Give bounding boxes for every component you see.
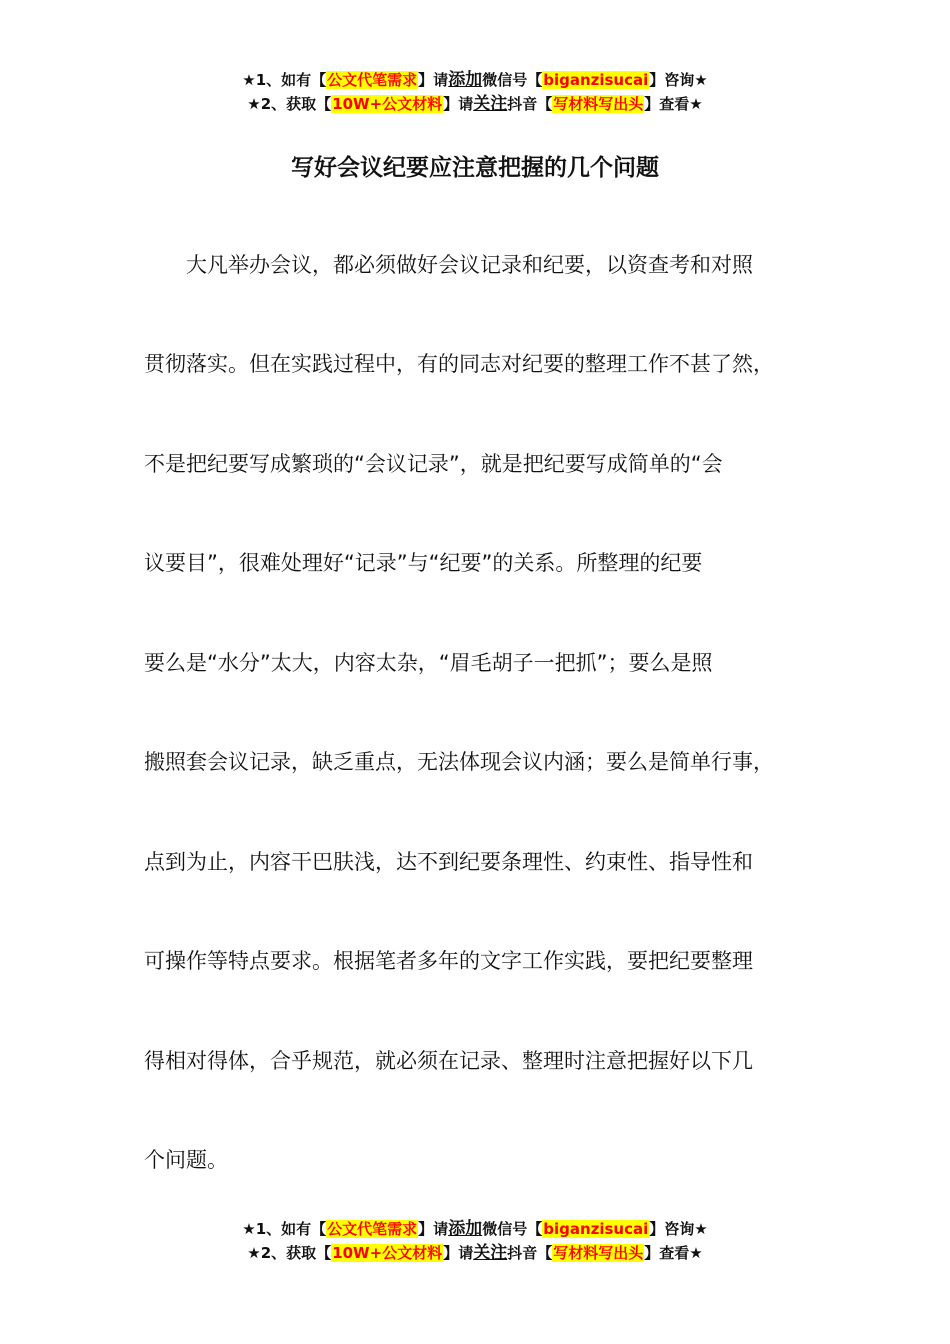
banner-line-2 <box>0 92 950 116</box>
banner-text: 抖音【 <box>507 1244 553 1262</box>
banner-prefix: ★1、如有【 <box>242 1220 327 1238</box>
paragraph-line: 得相对得体，合乎规范，就必须在记录、整理时注意把握好以下几 <box>144 1049 753 1073</box>
banner-highlight: 公文代笔需求 <box>327 71 418 89</box>
banner-text: 微信号【 <box>482 71 543 89</box>
banner-line-1 <box>0 1217 950 1241</box>
paragraph-line: 个问题。 <box>144 1148 228 1172</box>
banner-highlight: 10W+公文材料 <box>332 1244 443 1262</box>
banner-text: 微信号【 <box>482 1220 543 1238</box>
banner-suffix: 】查看★ <box>644 95 703 113</box>
banner-prefix: ★2、获取【 <box>247 1244 332 1262</box>
banner-text: 】请 <box>443 95 474 113</box>
banner-prefix: ★1、如有【 <box>242 71 327 89</box>
document-title: 写好会议纪要应注意把握的几个问题 <box>291 155 659 181</box>
paragraph-line: 搬照套会议记录，缺乏重点，无法体现会议内涵；要么是简单行事， <box>144 750 774 774</box>
paragraph-line: 大凡举办会议，都必须做好会议记录和纪要，以资查考和对照 <box>144 253 753 277</box>
paragraph-line: 要么是“水分”太大，内容太杂，“眉毛胡子一把抓”；要么是照 <box>144 651 713 675</box>
banner-highlight: 写材料写出头 <box>553 95 644 113</box>
banner-highlight: biganzisucai <box>543 1220 649 1238</box>
banner-text: 】请 <box>418 71 449 89</box>
banner-line-2 <box>0 1241 950 1265</box>
banner-emphasis: 添加 <box>448 1219 483 1239</box>
banner-text: 】请 <box>443 1244 474 1262</box>
banner-text: 抖音【 <box>507 95 553 113</box>
header-banner <box>0 68 950 116</box>
banner-prefix: ★2、获取【 <box>247 95 332 113</box>
banner-highlight: 10W+公文材料 <box>332 95 443 113</box>
banner-emphasis: 关注 <box>473 94 508 114</box>
paragraph-line: 可操作等特点要求。根据笔者多年的文字工作实践，要把纪要整理 <box>144 949 753 973</box>
banner-suffix: 】咨询★ <box>649 1220 708 1238</box>
paragraph-line: 不是把纪要写成繁琐的“会议记录”，就是把纪要写成简单的“会 <box>144 452 723 476</box>
banner-highlight: 写材料写出头 <box>553 1244 644 1262</box>
banner-line-1 <box>0 68 950 92</box>
banner-suffix: 】查看★ <box>644 1244 703 1262</box>
banner-emphasis: 添加 <box>448 70 483 90</box>
paragraph-line: 点到为止，内容干巴肤浅，达不到纪要条理性、约束性、指导性和 <box>144 850 753 874</box>
footer-banner <box>0 1217 950 1265</box>
banner-highlight: biganzisucai <box>543 71 649 89</box>
banner-suffix: 】咨询★ <box>649 71 708 89</box>
paragraph-line: 贯彻落实。但在实践过程中，有的同志对纪要的整理工作不甚了然， <box>144 352 774 376</box>
banner-text: 】请 <box>418 1220 449 1238</box>
paragraph-line: 议要目”，很难处理好“记录”与“纪要”的关系。所整理的纪要 <box>144 551 703 575</box>
banner-emphasis: 关注 <box>473 1243 508 1263</box>
banner-highlight: 公文代笔需求 <box>327 1220 418 1238</box>
